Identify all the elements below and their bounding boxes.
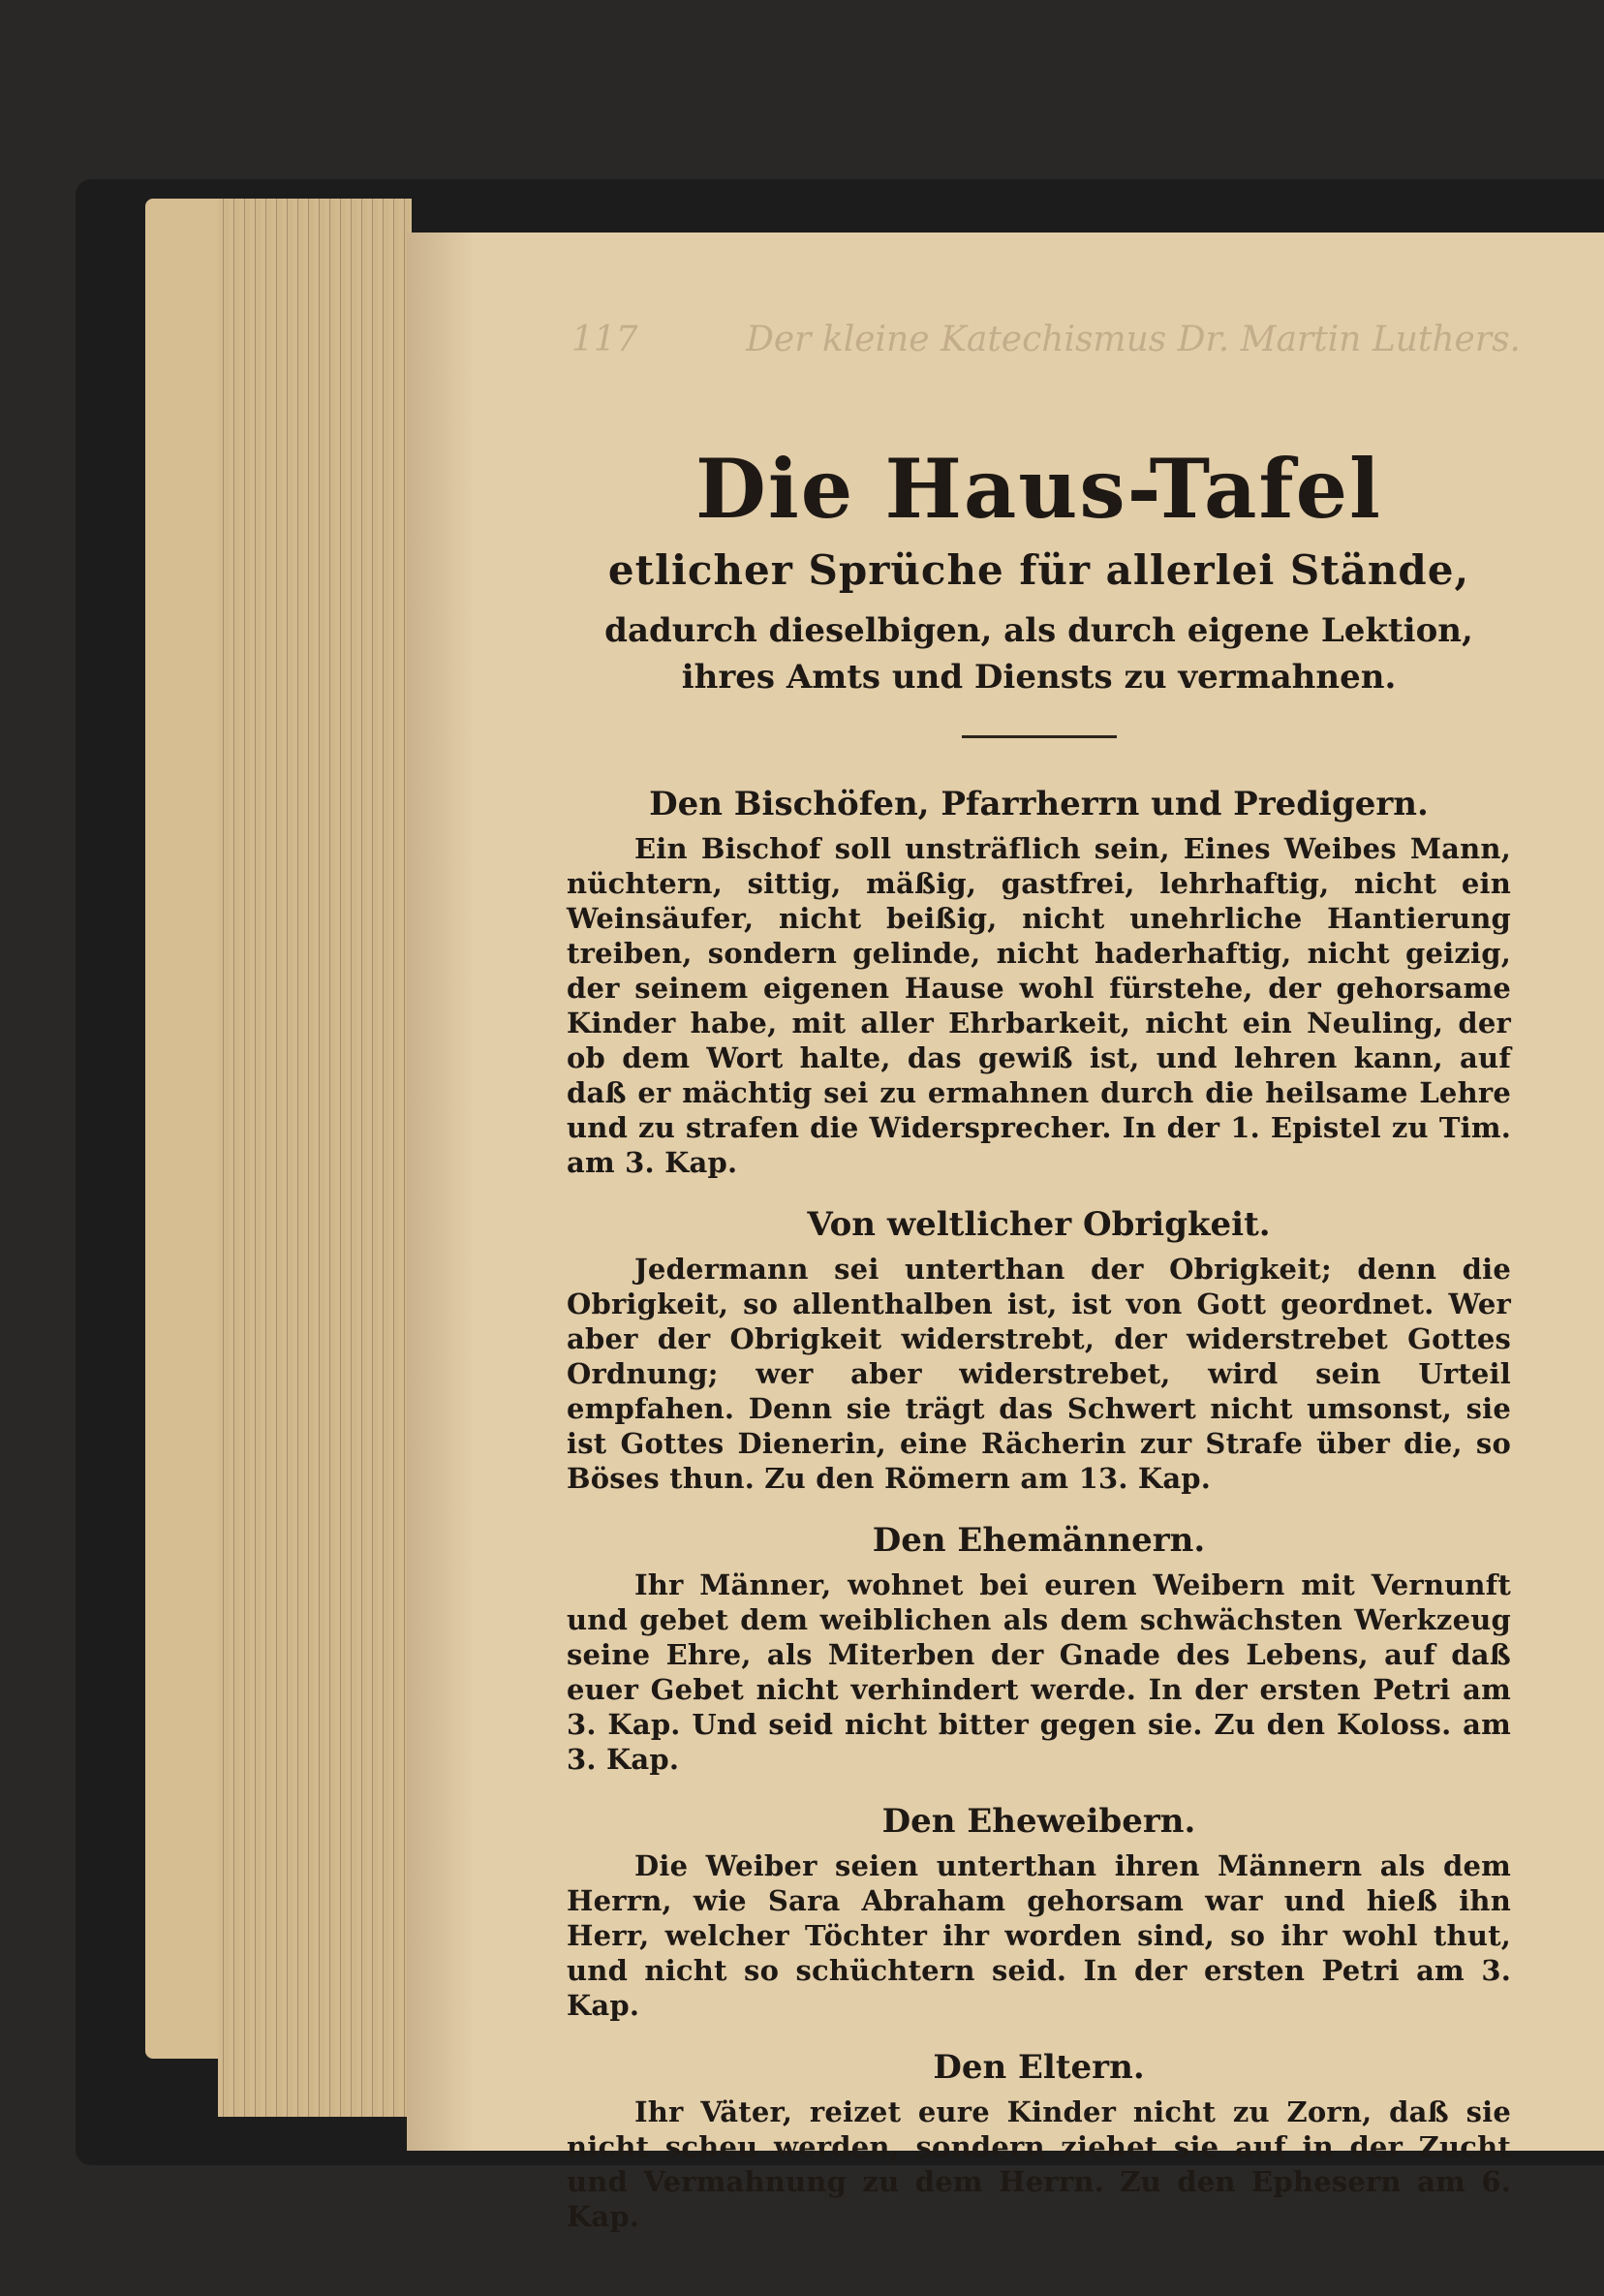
page-content (567, 441, 1511, 2259)
section-heading: Von weltlicher Obrigkeit. (807, 1205, 1271, 1244)
section-bishops (567, 785, 1511, 1180)
section-heading: Den Ehemännern. (872, 1521, 1206, 1560)
section-text: Die Weiber seien unterthan ihren Männern als dem Herrn, wie Sara Abraham gehorsam war und hieß ihn Herr, welcher Töchter ihr worden sind, so ihr wohl thut, und nicht so schüchtern seid. In der ersten Petri am 3. Kap. (567, 1849, 1511, 2022)
section-text: Jedermann sei unterthan der Obrigkeit; denn die Obrigkeit, so allenthalben ist, ist von Gott geordnet. Wer aber der Obrigkeit widerstrebt, der widerstrebet Gottes Ordnung; wer aber widerstrebet, wird sein Urteil empfahen. Denn sie trägt das Schwert nicht umsonst, sie ist Gottes Dienerin, eine Rächerin zur Strafe über die, so Böses thun. Zu den Römern am 13. Kap. (567, 1253, 1511, 1495)
page-stack (218, 199, 412, 2117)
section-heading: Den Eheweibern. (881, 1802, 1196, 1841)
section-text: Ihr Väter, reizet eure Kinder nicht zu Zorn, daß sie nicht scheu werden, sondern ziehet sie auf in der Zucht und Vermahnung zu dem Herrn. Zu den Ephesern am 6. Kap. (567, 2095, 1511, 2233)
page-subtitle-line2: dadurch dieselbigen, als durch eigene Lektion, ihres Amts und Diensts zu vermahnen. (604, 611, 1473, 697)
title-divider (962, 735, 1117, 738)
section-wives (567, 1802, 1511, 2023)
section-heading: Den Bischöfen, Pfarrherrn und Predigern. (649, 785, 1429, 823)
section-parents (567, 2048, 1511, 2234)
ghost-page-number: 117 (571, 320, 638, 359)
bleed-through-header (571, 320, 1521, 359)
section-heading: Den Eltern. (933, 2048, 1145, 2087)
ghost-running-title: Der kleine Katechismus Dr. Martin Luthers. (746, 320, 1521, 359)
page-subtitle: etlicher Sprüche für allerlei Stände, (607, 546, 1470, 594)
section-husbands (567, 1521, 1511, 1777)
section-authority (567, 1205, 1511, 1496)
page-title: Die Haus-Tafel (695, 441, 1382, 537)
section-text: Ihr Männer, wohnet bei euren Weibern mit Vernunft und gebet dem weiblichen als dem schwächsten Werkzeug seine Ehre, als Miterben der Gnade des Lebens, auf daß euer Gebet nicht verhindert werde. In der ersten Petri am 3. Kap. Und seid nicht bitter gegen sie. Zu den Koloss. am 3. Kap. (567, 1568, 1511, 1776)
section-text: Ein Bischof soll unsträflich sein, Eines Weibes Mann, nüchtern, sittig, mäßig, gastfrei, lehrhaftig, nicht ein Weinsäufer, nicht beißig, nicht unehrliche Hantierung treiben, sondern gelinde, nicht haderhaftig, nicht geizig, der seinem eigenen Hause wohl fürstehe, der gehorsame Kinder habe, mit aller Ehrbarkeit, nicht ein Neuling, der ob dem Wort halte, das gewiß ist, und lehren kann, auf daß er mächtig sei zu ermahnen durch die heilsame Lehre und zu strafen die Widersprecher. In der 1. Epistel zu Tim. am 3. Kap. (567, 832, 1511, 1179)
